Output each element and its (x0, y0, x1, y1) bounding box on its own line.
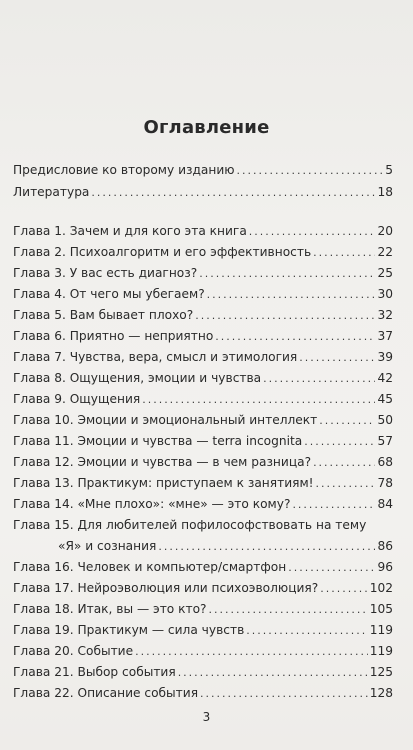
toc-entry-label: Глава 6. Приятно — неприятно (13, 329, 214, 343)
toc-leader (319, 414, 375, 427)
toc-entry (13, 476, 393, 496)
toc-leader (237, 164, 384, 177)
toc-leader (209, 603, 368, 616)
toc-entry (13, 245, 393, 265)
toc-page-number: 50 (377, 413, 393, 427)
toc-entry-label: Глава 22. Описание события (13, 686, 199, 700)
toc-entry (13, 434, 393, 454)
toc-entry-label: «Я» и сознания (58, 539, 157, 553)
toc-leader (313, 456, 375, 469)
toc-entry (13, 392, 393, 412)
toc-entry (13, 413, 393, 433)
toc-entry (13, 644, 393, 664)
toc-leader (135, 645, 368, 658)
toc-entry (13, 371, 393, 391)
toc-entry (13, 665, 393, 685)
toc-leader (292, 498, 375, 511)
toc-entry (13, 686, 393, 706)
toc-page-number: 125 (369, 665, 393, 679)
toc-entry-label: Глава 17. Нейроэволюция или психоэволюция? (13, 581, 319, 595)
toc-entry-label: Глава 3. У вас есть диагноз? (13, 266, 198, 280)
toc-leader (199, 267, 375, 280)
toc-leader (207, 288, 376, 301)
toc-entry (13, 350, 393, 370)
toc-leader (215, 330, 375, 343)
toc-entry-label: Глава 15. Для любителей пофилософствовать на тему (13, 518, 367, 532)
toc-entry (13, 163, 393, 183)
toc-entry-label: Глава 18. Итак, вы — это кто? (13, 602, 207, 616)
toc-page-number: 5 (385, 163, 393, 177)
toc-leader (299, 351, 375, 364)
toc-entry (13, 560, 393, 580)
toc-page-number: 45 (377, 392, 393, 406)
toc-page-number: 42 (377, 371, 393, 385)
toc-entry-label: Глава 13. Практикум: приступаем к занятиям! (13, 476, 314, 490)
toc-entry-label: Глава 10. Эмоции и эмоциональный интеллект (13, 413, 318, 427)
toc-leader (249, 225, 376, 238)
toc-entry-label: Глава 20. Событие (13, 644, 134, 658)
toc-entry-label: Глава 8. Ощущения, эмоции и чувства (13, 371, 262, 385)
toc-leader (263, 372, 375, 385)
toc-entry (13, 287, 393, 307)
toc-entry (13, 224, 393, 244)
toc-entry-label: Глава 9. Ощущения (13, 392, 141, 406)
toc-entry-label: Глава 21. Выбор события (13, 665, 176, 679)
toc-page-number: 84 (377, 497, 393, 511)
toc-page-number: 119 (369, 644, 393, 658)
toc-entry-label: Глава 5. Вам бывает плохо? (13, 308, 194, 322)
toc-page-number: 37 (377, 329, 393, 343)
toc-entry-label: Глава 4. От чего мы убегаем? (13, 287, 205, 301)
toc-entry-label: Глава 19. Практикум — сила чувств (13, 623, 245, 637)
toc-leader (158, 540, 375, 553)
toc-entry-label: Глава 11. Эмоции и чувства — terra incognita (13, 434, 303, 448)
page-title: Оглавление (143, 117, 270, 138)
toc-page-number: 102 (369, 581, 393, 595)
toc-leader (178, 666, 368, 679)
toc-entry (13, 308, 393, 328)
toc-entry (13, 185, 393, 205)
toc-leader (195, 309, 375, 322)
toc-entry (13, 623, 393, 643)
toc-page-number: 22 (377, 245, 393, 259)
toc-entry (13, 497, 393, 517)
toc-leader (200, 687, 368, 700)
toc-page-number: 57 (377, 434, 393, 448)
toc-page-number: 18 (377, 185, 393, 199)
toc-leader (313, 246, 375, 259)
toc-leader (320, 582, 368, 595)
toc-leader (304, 435, 375, 448)
toc-leader (91, 186, 375, 199)
toc-entry (13, 581, 393, 601)
toc-page-number: 78 (377, 476, 393, 490)
page-number: 3 (202, 710, 211, 724)
toc-page-number: 96 (377, 560, 393, 574)
toc-page-number: 32 (377, 308, 393, 322)
toc-entry (13, 266, 393, 286)
toc-page-number: 119 (369, 623, 393, 637)
toc-entry-label: Глава 1. Зачем и для кого эта книга (13, 224, 247, 238)
toc-entry-continuation (13, 539, 393, 559)
toc-leader (316, 477, 376, 490)
toc-entry (13, 518, 393, 538)
toc-leader (288, 561, 375, 574)
toc-page-number: 86 (377, 539, 393, 553)
toc-entry (13, 602, 393, 622)
toc-entry-label: Глава 7. Чувства, вера, смысл и этимология (13, 350, 298, 364)
toc-entry (13, 329, 393, 349)
toc-leader (246, 624, 367, 637)
toc-page-number: 30 (377, 287, 393, 301)
toc-entry-label: Литература (13, 185, 90, 199)
toc-entry-label: Глава 2. Психоалгоритм и его эффективность (13, 245, 312, 259)
toc-entry (13, 455, 393, 475)
toc-entry-label: Глава 16. Человек и компьютер/смартфон (13, 560, 287, 574)
toc-page-number: 68 (377, 455, 393, 469)
toc-page-number: 105 (369, 602, 393, 616)
toc-page-number: 128 (369, 686, 393, 700)
toc-page-number: 39 (377, 350, 393, 364)
toc-page-number: 25 (377, 266, 393, 280)
toc-leader (142, 393, 375, 406)
toc-entry-label: Глава 12. Эмоции и чувства — в чем разница? (13, 455, 312, 469)
toc-entry-label: Предисловие ко второму изданию (13, 163, 235, 177)
toc-page-number: 20 (377, 224, 393, 238)
toc-entry-label: Глава 14. «Мне плохо»: «мне» — это кому? (13, 497, 291, 511)
